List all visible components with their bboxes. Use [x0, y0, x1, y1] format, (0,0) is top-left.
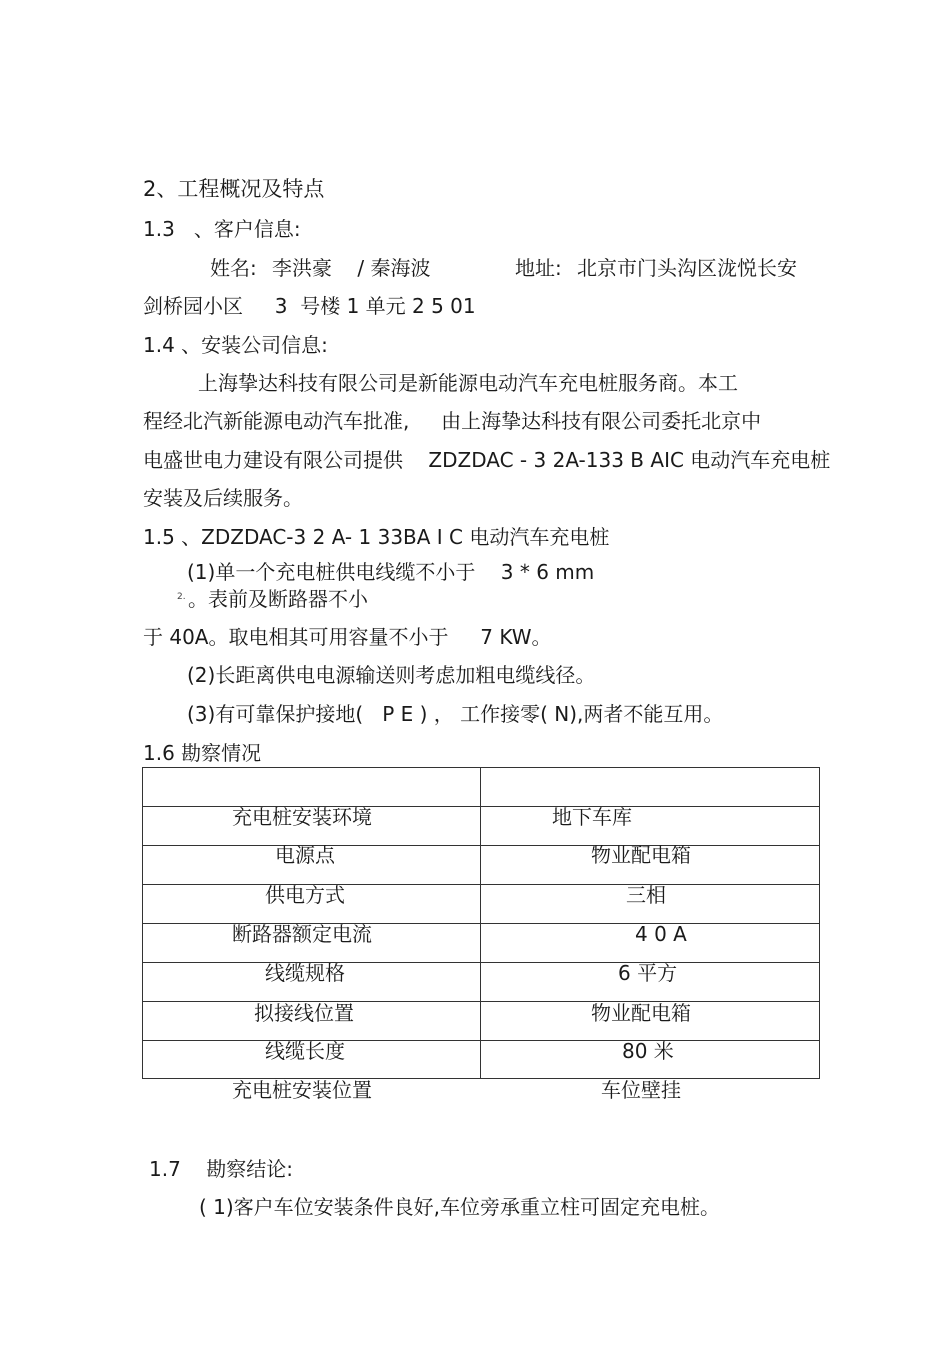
table-cell-label: 充电桩安装环境	[232, 805, 372, 829]
table-cell-label: 充电桩安装位置	[232, 1078, 372, 1102]
table-cell-value: 4 0 A	[635, 922, 687, 946]
survey-heading: 1.6 勘察情况	[143, 741, 262, 765]
customer-heading: 1.3 、客户信息:	[143, 217, 301, 241]
table-cell-value: 6 平方	[618, 961, 678, 985]
table-row-divider	[142, 1001, 820, 1002]
table-cell-value: 物业配电箱	[591, 843, 691, 867]
section-title: 2、工程概况及特点	[143, 177, 325, 201]
table-row-divider	[142, 884, 820, 885]
survey-table	[142, 767, 820, 1079]
requirement-1-superscript: 2.	[177, 592, 186, 602]
table-cell-value: 地下车库	[552, 805, 632, 829]
installer-para-line: 上海挚达科技有限公司是新能源电动汽车充电桩服务商。本工	[198, 371, 738, 395]
requirement-3: (3)有可靠保护接地( P E ) ， 工作接零( N),两者不能互用。	[187, 702, 724, 726]
table-row-divider	[142, 845, 820, 846]
installer-para-line: 电盛世电力建设有限公司提供 ZDZDAC - 3 2A-133 B AIC 电动汽车充电桩	[143, 448, 831, 472]
table-cell-value: 物业配电箱	[591, 1001, 691, 1025]
installer-para-line: 安装及后续服务。	[143, 486, 303, 510]
installer-heading: 1.4 、安装公司信息:	[143, 333, 328, 357]
customer-address-continued: 剑桥园小区 3 号楼 1 单元 2 5 01	[143, 294, 476, 318]
table-cell-label: 拟接线位置	[254, 1001, 354, 1025]
requirement-1-end: 于 40A。取电相其可用容量不小于 7 KW。	[143, 625, 552, 649]
requirement-1-continued: 。表前及断路器不小	[188, 587, 368, 611]
conclusion-heading: 1.7 勘察结论:	[149, 1157, 293, 1181]
conclusion-item-1: ( 1)客户车位安装条件良好,车位旁承重立柱可固定充电桩。	[199, 1195, 721, 1219]
table-cell-label: 断路器额定电流	[232, 922, 372, 946]
customer-address-value: 北京市门头沟区泷悦长安	[577, 256, 797, 280]
table-cell-label: 供电方式	[265, 883, 345, 907]
product-heading: 1.5 、ZDZDAC-3 2 A- 1 33BA Ⅰ C 电动汽车充电桩	[143, 525, 610, 549]
table-cell-label: 线缆规格	[265, 961, 345, 985]
installer-para-line: 程经北汽新能源电动汽车批准, 由上海挚达科技有限公司委托北京中	[143, 409, 762, 433]
table-cell-label: 线缆长度	[265, 1039, 345, 1063]
table-cell-value: 车位壁挂	[601, 1078, 681, 1102]
requirement-2: (2)长距离供电电源输送则考虑加粗电缆线径。	[187, 663, 596, 687]
table-row-divider	[142, 962, 820, 963]
table-row-divider	[142, 1040, 820, 1041]
table-cell-value: 80 米	[622, 1039, 674, 1063]
customer-name-value: 李洪豪 / 秦海波	[272, 256, 431, 280]
table-cell-label: 电源点	[275, 843, 335, 867]
customer-address-label: 地址:	[515, 256, 562, 280]
requirement-1: (1)单一个充电桩供电线缆不小于 3 * 6 mm	[187, 560, 595, 584]
table-cell-value: 三相	[626, 883, 666, 907]
customer-name-label: 姓名:	[210, 256, 257, 280]
